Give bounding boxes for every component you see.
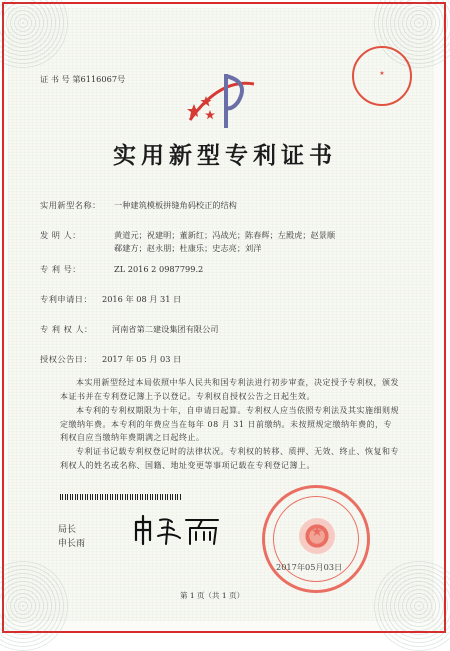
director-signature	[132, 514, 222, 546]
patent-number-value: ZL 2016 2 0987799.2	[114, 264, 204, 274]
inventor-value-line2: 郗建方；赵永朋；杜康乐；史志亮；刘洋	[114, 243, 262, 253]
paragraph-3: 专利证书记载专利权登记时的法律状况。专利权的转移、质押、无效、终止、恢复和专利权人的姓名或名称、国籍、地址变更等事项记载在专利登记簿上。	[60, 447, 399, 470]
page-title: 实用新型专利证书	[113, 142, 337, 169]
patentee-label: 专 利 权 人：	[40, 324, 93, 334]
filing-date-label: 专利申请日：	[40, 294, 93, 304]
barcode	[60, 494, 182, 500]
official-seal-large	[262, 485, 370, 593]
director-name: 申长雨	[58, 539, 86, 549]
utility-name-value: 一种建筑模板拼缝角码校正的结构	[114, 200, 237, 210]
national-emblem-icon: ★	[299, 518, 335, 554]
patentee-value: 河南省第二建设集团有限公司	[112, 324, 219, 334]
guilloche-bottom-right	[374, 561, 450, 651]
certificate-number: 证 书 号 第6116067号	[40, 74, 126, 84]
paragraph-1: 本实用新型经过本局依照中华人民共和国专利法进行初步审查，决定授予专利权，颁发本证书并在专利登记簿上予以登记。专利权自授权公告之日起生效。	[60, 378, 399, 401]
director-title: 局长	[58, 525, 77, 535]
guilloche-top-left	[0, 0, 68, 68]
inventor-value-line1: 黄道元；祝建明；董新红；冯战光；陈春辉；左殿虎；赵景顺	[114, 230, 336, 240]
paragraph-2: 本专利的专利权期限为十年，自申请日起算。专利权人应当依照专利法及其实施细则规定缴纳年费。本专利的年费应当在每年 08 月 31 日前缴纳。未按照规定缴纳年费的，专利权自应当缴纳年费期满之日起终止。	[60, 406, 399, 442]
page-footer: 第 1 页（共 1 页）	[180, 591, 245, 600]
grant-date-value: 2017 年 05 月 03 日	[102, 354, 182, 364]
grant-date-label: 授权公告日：	[40, 354, 93, 364]
inventor-label: 发 明 人：	[40, 230, 81, 240]
filing-date-value: 2016 年 08 月 31 日	[102, 294, 182, 304]
patent-office-logo	[180, 68, 260, 134]
official-seal-small: ★	[352, 46, 412, 106]
stamp-date: 2017年05月03日	[276, 562, 343, 572]
patent-number-label: 专 利 号：	[40, 264, 81, 274]
guilloche-bottom-left	[0, 561, 68, 651]
utility-name-label: 实用新型名称：	[40, 200, 101, 210]
